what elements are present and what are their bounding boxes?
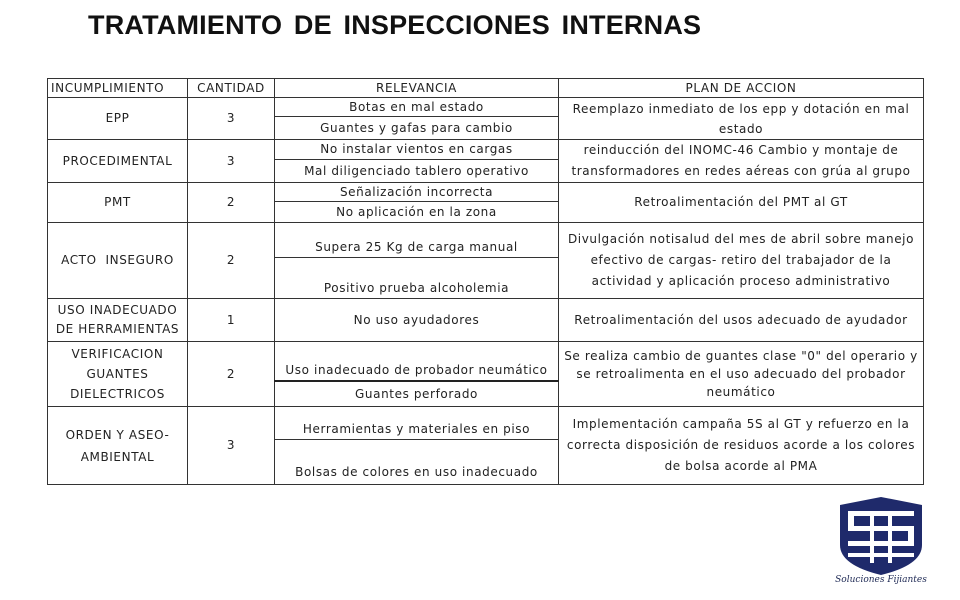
company-logo	[826, 495, 936, 595]
table-row	[48, 140, 924, 160]
relevancia-cell: Positivo prueba alcoholemia	[275, 258, 559, 299]
header-cantidad: CANTIDAD	[188, 79, 275, 98]
table-header-row	[48, 79, 924, 98]
cantidad-cell: 1	[188, 299, 275, 342]
relevancia-cell: No instalar vientos en cargas	[275, 140, 559, 160]
cantidad-cell: 2	[188, 223, 275, 299]
relevancia-cell: Mal diligenciado tablero operativo	[275, 160, 559, 183]
cantidad-cell: 2	[188, 183, 275, 223]
plan-cell: reinducción del INOMC-46 Cambio y montaje de transformadores en redes aéreas con grúa al grupo	[559, 140, 924, 183]
table-row	[48, 223, 924, 258]
cantidad-cell: 3	[188, 140, 275, 183]
sss-shield-logo-icon	[826, 495, 936, 577]
cantidad-cell: 2	[188, 342, 275, 407]
plan-cell: Se realiza cambio de guantes clase "0" del operario y se retroalimenta en el uso adecuado del probador neumático	[559, 342, 924, 407]
relevancia-cell: Supera 25 Kg de carga manual	[275, 223, 559, 258]
plan-cell: Reemplazo inmediato de los epp y dotación en mal estado	[559, 98, 924, 140]
table-row	[48, 299, 924, 342]
header-plan-de-accion: PLAN DE ACCION	[559, 79, 924, 98]
table-row	[48, 183, 924, 202]
table-row	[48, 407, 924, 440]
plan-cell: Retroalimentación del usos adecuado de ayudador	[559, 299, 924, 342]
relevancia-cell: Botas en mal estado	[275, 98, 559, 117]
logo-signature: Soluciones Fijiantes	[835, 575, 927, 585]
relevancia-cell: Guantes y gafas para cambio	[275, 117, 559, 140]
relevancia-cell: Herramientas y materiales en piso	[275, 407, 559, 440]
incumplimiento-cell: PMT	[48, 183, 188, 223]
relevancia-cell: Uso inadecuado de probador neumático	[275, 342, 559, 382]
plan-cell: Divulgación notisalud del mes de abril sobre manejo efectivo de cargas- retiro del trabajador de la actividad y aplicación proceso administrativo	[559, 223, 924, 299]
plan-cell: Implementación campaña 5S al GT y refuerzo en la correcta disposición de residuos acorde a los colores de bolsa acorde al PMA	[559, 407, 924, 485]
incumplimiento-cell: ACTO INSEGURO	[48, 223, 188, 299]
relevancia-cell: No uso ayudadores	[275, 299, 559, 342]
cantidad-cell: 3	[188, 98, 275, 140]
table-row	[48, 342, 924, 382]
plan-cell: Retroalimentación del PMT al GT	[559, 183, 924, 223]
incumplimiento-cell: EPP	[48, 98, 188, 140]
page-title: TRATAMIENTO DE INSPECCIONES INTERNAS	[88, 10, 702, 40]
relevancia-cell: Guantes perforado	[275, 381, 559, 407]
header-relevancia: RELEVANCIA	[275, 79, 559, 98]
cantidad-cell: 3	[188, 407, 275, 485]
incumplimiento-cell: PROCEDIMENTAL	[48, 140, 188, 183]
relevancia-cell: Bolsas de colores en uso inadecuado	[275, 440, 559, 485]
inspections-table	[47, 78, 924, 485]
header-incumplimiento: INCUMPLIMIENTO	[48, 79, 188, 98]
incumplimiento-cell: VERIFICACION GUANTES DIELECTRICOS	[48, 342, 188, 407]
relevancia-cell: No aplicación en la zona	[275, 202, 559, 223]
incumplimiento-cell: USO INADECUADO DE HERRAMIENTAS	[48, 299, 188, 342]
table-row	[48, 98, 924, 117]
incumplimiento-cell: ORDEN Y ASEO-AMBIENTAL	[48, 407, 188, 485]
relevancia-cell: Señalización incorrecta	[275, 183, 559, 202]
